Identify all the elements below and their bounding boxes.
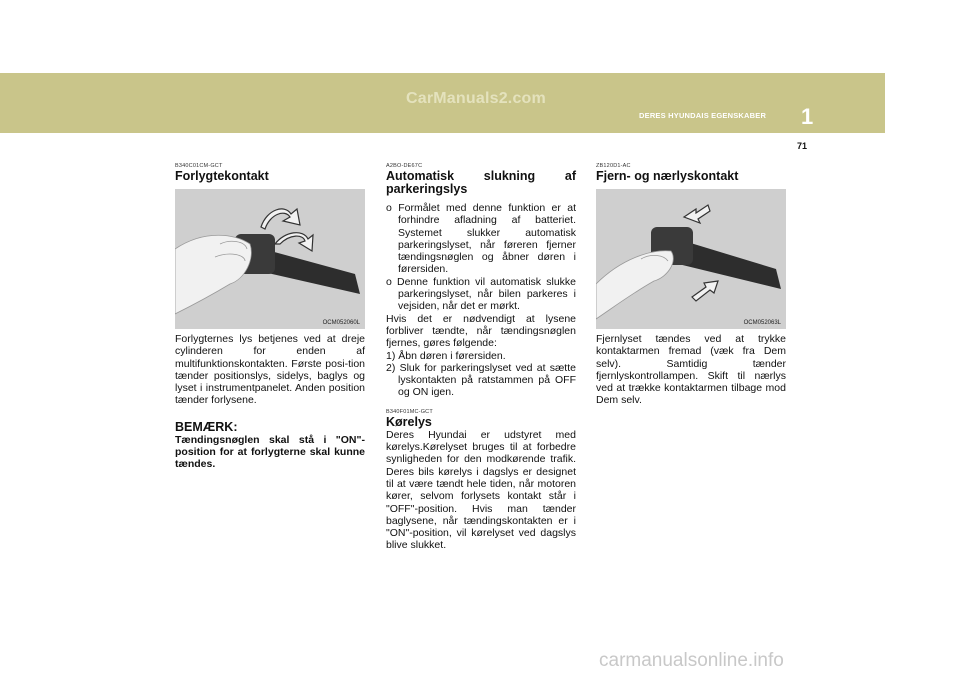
daytime-lights-body: Deres Hyundai er udstyret med kørelys.Kørelyset bruges til at forbedre synligheden for den modkørende trafik. Deres bils kørelys i dagslys er designet til at være tændt hele tiden, når motoren kører, selvom forlysets kontakt står i "OFF"-position. Hvis man tænder baglysene, når tændingskontakten er i "ON"-position, vil kørelyset ved dagslys blive slukket. xyxy=(386,428,576,552)
watermark-bottom[interactable]: carmanualsonline.info xyxy=(599,650,784,671)
section-title-daytime-lights: Kørelys xyxy=(386,414,432,429)
step-item: 2) Sluk for parkeringslyset ved at sætte lyskontakten på ratstammen på OFF og ON igen. xyxy=(386,361,576,399)
section-code: A2BO-DE67C xyxy=(386,163,423,169)
headlight-switch-illustration xyxy=(175,189,365,329)
section-code: B340C01CM-GCT xyxy=(175,163,223,169)
watermark-top[interactable]: CarManuals2.com xyxy=(406,90,546,107)
note-heading: BEMÆRK: xyxy=(175,419,238,434)
bullet-item: o Denne funktion vil automatisk slukke parkeringslyset, når bilen parkeres i vejsiden, når det er mørkt. xyxy=(386,275,576,313)
headlight-body-text: Forlygternes lys betjenes ved at dreje cylinderen for enden af multifunktionskontakten. Første posi-tion tænder positionslys, sidelys, baglys og lyset i instrumentpanelet. Anden position tænder forlysene. xyxy=(175,333,365,407)
column-parking-lights xyxy=(386,163,576,552)
section-code: ZB120D1-AC xyxy=(596,163,631,169)
section-title-beam-switch: Fjern- og nærlyskontakt xyxy=(596,169,739,183)
section-title: DERES HYUNDAIS EGENSKABER xyxy=(639,111,767,120)
chapter-number: 1 xyxy=(801,104,814,129)
section-code: B340F01MC-GCT xyxy=(386,408,433,415)
section-title-auto-off: Automatisk slukning af parkeringslys xyxy=(386,169,576,196)
hand-turning-switch-image xyxy=(175,189,365,329)
column-high-low-beam xyxy=(596,163,786,407)
section-title-headlight: Forlygtekontakt xyxy=(175,169,269,183)
note-text: Tændingsnøglen skal stå i "ON"-position for at forlygterne skal kunne tændes. xyxy=(175,433,365,471)
column-headlight-switch xyxy=(175,163,365,471)
page-number-tab xyxy=(785,135,846,157)
image-code: OCM052063L xyxy=(743,320,781,326)
beam-body-text: Fjernlyset tændes ved at trykke kontaktarmen fremad (væk fra Dem selv). Samtidig tænder fjernlyskontrollampen. Skift til nærlys ved at trække kontaktarmen tilbage mod Dem selv. xyxy=(596,333,786,407)
bullet-item: o Formålet med denne funktion er at forhindre afladning af batteriet. Systemet slukker automatisk parkeringslyset, når føreren fjerner tændingsnøglen og åbner døren i førersiden. xyxy=(386,202,576,276)
beam-switch-illustration xyxy=(596,189,786,329)
step-item: 1) Åbn døren i førersiden. xyxy=(386,349,506,362)
page-number: 71 xyxy=(797,141,808,151)
image-code: OCM052060L xyxy=(322,320,360,326)
instruction-paragraph: Hvis det er nødvendigt at lysene forbliver tændte, når tændingsnøglen fjernes, gøres følgende: xyxy=(386,312,576,350)
hand-pushing-lever-image xyxy=(596,189,786,329)
